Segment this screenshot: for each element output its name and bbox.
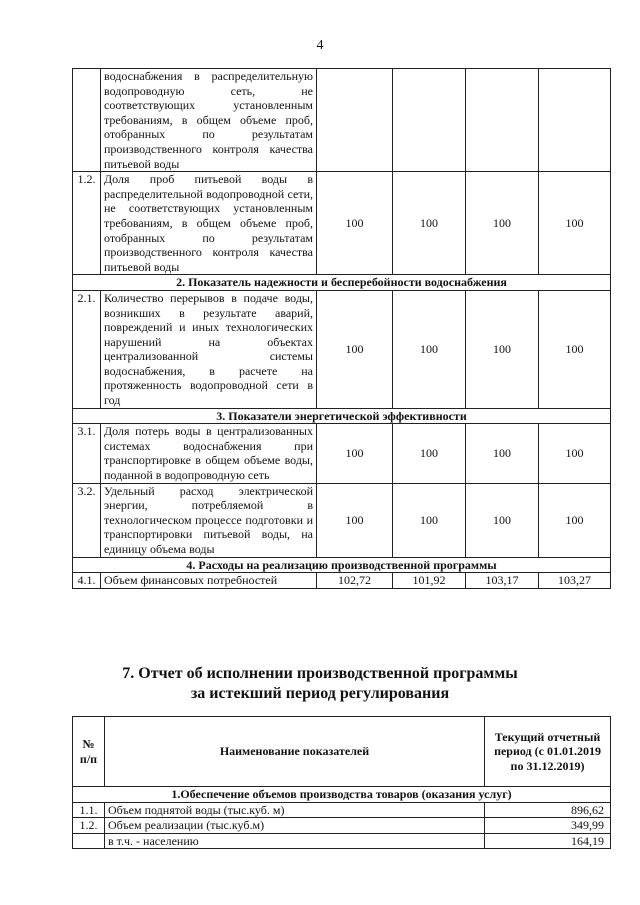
row-value: 164,19	[485, 833, 611, 849]
row-text: Доля проб питьевой воды в распределительной водопроводной сети, не соответствующих установленным требованиям, в общем объеме проб, отобранных по результатам производственного контроля качества питьевой воды	[101, 172, 317, 275]
section-heading	[0, 664, 640, 704]
row-name: Объем реализации (тыс.куб.м)	[105, 818, 485, 834]
section-heading-line1: 7. Отчет об исполнении производственной программы	[122, 665, 518, 682]
row-value: 100	[466, 424, 539, 483]
table-row	[73, 802, 611, 818]
row-num: 3.1.	[73, 424, 101, 483]
row-value: 100	[466, 290, 539, 408]
section-row	[73, 408, 611, 424]
row-value: 349,99	[485, 818, 611, 834]
page-number: 4	[316, 38, 324, 53]
row-value	[317, 69, 393, 172]
row-value: 100	[393, 424, 466, 483]
report-section-row	[73, 787, 611, 803]
row-text: Удельный расход электрической энергии, потребляемой в технологическом процессе подготовки и транспортировки питьевой воды, на единицу объема воды	[101, 483, 317, 557]
row-value: 100	[466, 483, 539, 557]
row-num: 1.2.	[73, 172, 101, 275]
row-text: Объем финансовых потребностей	[101, 573, 317, 589]
row-value: 102,72	[317, 573, 393, 589]
report-table	[72, 716, 611, 849]
row-num: 1.1.	[73, 802, 105, 818]
row-num: 3.2.	[73, 483, 101, 557]
report-table-header	[73, 717, 611, 787]
indicators-table	[72, 68, 611, 589]
section-row	[73, 557, 611, 573]
row-num	[73, 69, 101, 172]
section-row	[73, 275, 611, 291]
report-section-title: 1.Обеспечение объемов производства товаров (оказания услуг)	[73, 787, 611, 803]
row-value: 100	[539, 424, 611, 483]
row-text: Количество перерывов в подаче воды, возникших в результате аварий, повреждений и иных технологических нарушений на объектах централизованной системы водоснабжения, в расчете на протяженность водопроводной сети в год	[101, 290, 317, 408]
row-value	[539, 69, 611, 172]
row-text: Доля потерь воды в централизованных системах водоснабжения при транспортировке в общем объеме воды, поданной в водопроводную сеть	[101, 424, 317, 483]
row-value: 100	[539, 483, 611, 557]
row-value: 101,92	[393, 573, 466, 589]
row-value: 100	[317, 290, 393, 408]
row-value: 100	[539, 172, 611, 275]
table-row	[73, 818, 611, 834]
row-value: 100	[393, 172, 466, 275]
row-value	[466, 69, 539, 172]
row-text: водоснабжения в распределительную водопроводную сеть, не соответствующих установленным требованиям, в общем объеме проб, отобранных по результатам производственного контроля качества питьевой воды	[101, 69, 317, 172]
row-num: 1.2.	[73, 818, 105, 834]
table-row	[73, 833, 611, 849]
row-value: 100	[317, 172, 393, 275]
section-heading-line2: за истекший период регулирования	[190, 685, 450, 702]
header-name: Наименование показателей	[105, 717, 485, 787]
row-value: 103,17	[466, 573, 539, 589]
row-value: 100	[393, 483, 466, 557]
row-value: 100	[466, 172, 539, 275]
row-value	[393, 69, 466, 172]
row-value: 100	[393, 290, 466, 408]
row-num	[73, 833, 105, 849]
row-value: 100	[317, 424, 393, 483]
table-row	[73, 483, 611, 557]
row-num: 4.1.	[73, 573, 101, 589]
section-title: 3. Показатели энергетической эффективности	[73, 408, 611, 424]
row-value: 100	[317, 483, 393, 557]
section-title: 4. Расходы на реализацию производственной программы	[73, 557, 611, 573]
header-period: Текущий отчетный период (с 01.01.2019 по 31.12.2019)	[485, 717, 611, 787]
row-num: 2.1.	[73, 290, 101, 408]
table-row	[73, 424, 611, 483]
section-title: 2. Показатель надежности и бесперебойности водоснабжения	[73, 275, 611, 291]
row-value: 100	[539, 290, 611, 408]
row-value: 896,62	[485, 802, 611, 818]
row-name: Объем поднятой воды (тыс.куб. м)	[105, 802, 485, 818]
row-value: 103,27	[539, 573, 611, 589]
table-row	[73, 172, 611, 275]
header-num: № п/п	[73, 717, 105, 787]
row-name: в т.ч. - населению	[105, 833, 485, 849]
table-row	[73, 573, 611, 589]
table-row	[73, 69, 611, 172]
table-row	[73, 290, 611, 408]
